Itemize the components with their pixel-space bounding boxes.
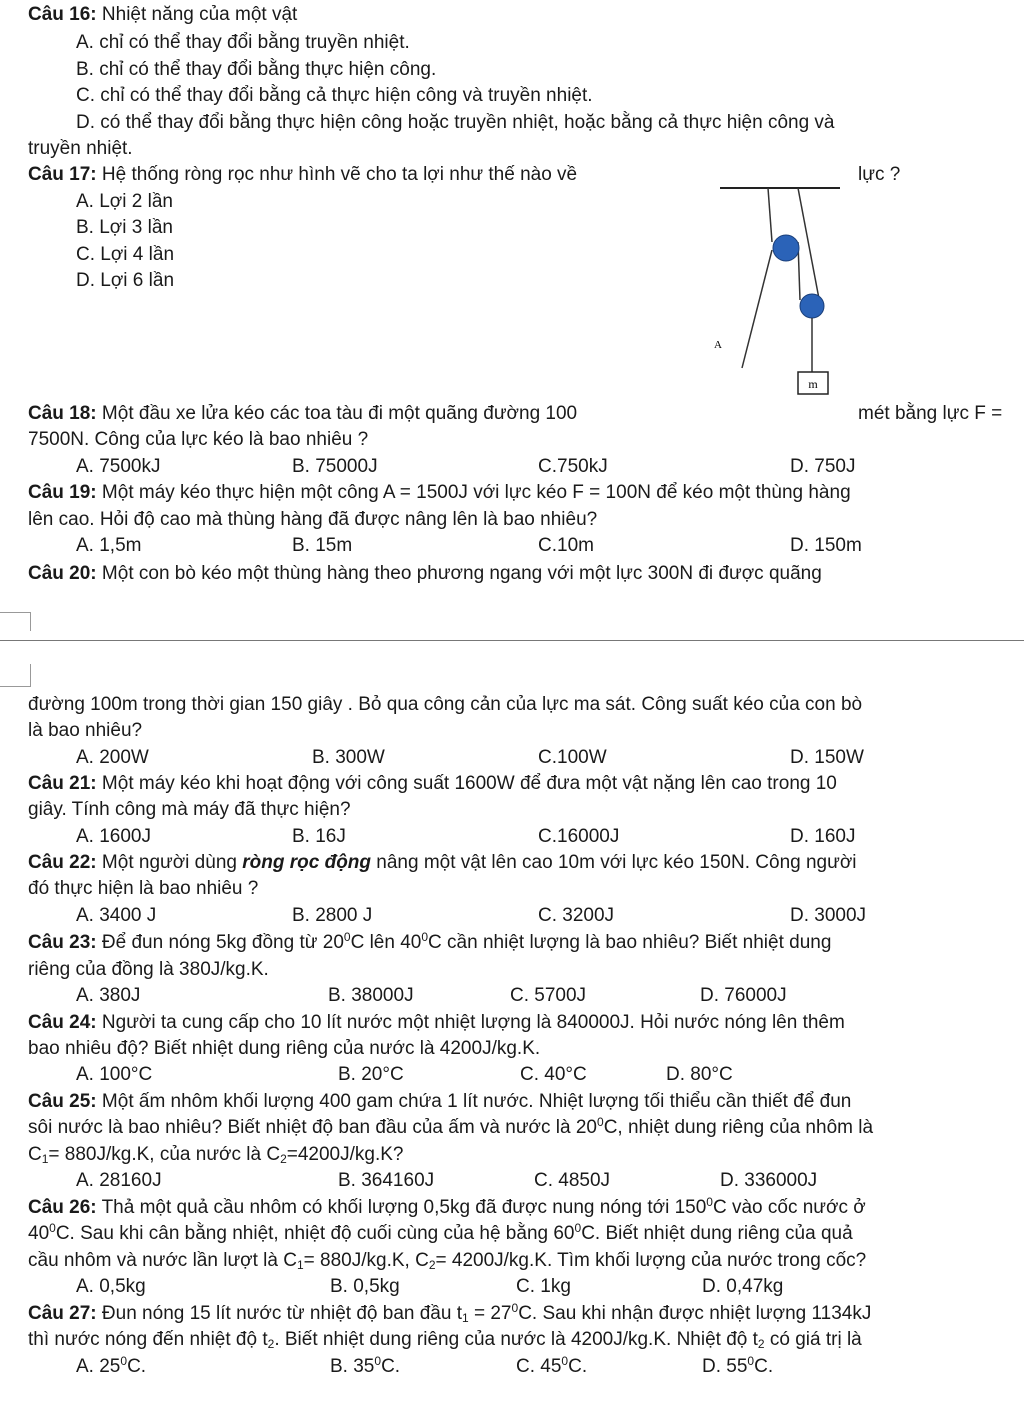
fig-label-a: A	[714, 339, 722, 351]
q20-stem: Câu 20: Một con bò kéo một thùng hàng theo phương ngang với một lực 300N đi được quãng	[28, 563, 822, 584]
page-corner-mark-top	[0, 612, 31, 631]
q26-option-d: D. 0,47kg	[702, 1276, 784, 1297]
q18-stem-end: mét bằng lực F =	[858, 403, 1003, 424]
q21-option-b: B. 16J	[292, 826, 346, 847]
q19-option-c: C.10m	[538, 535, 594, 556]
q24-option-d: D. 80°C	[666, 1064, 733, 1085]
q23-option-c: C. 5700J	[510, 985, 587, 1006]
q17-option-c: C. Lợi 4 lần	[76, 244, 175, 265]
q20-option-d: D. 150W	[790, 747, 864, 768]
q23-cont: riêng của đồng là 380J/kg.K.	[28, 959, 269, 980]
q19-cont: lên cao. Hỏi độ cao mà thùng hàng đã được nâng lên là bao nhiêu?	[28, 509, 598, 530]
q24-option-b: B. 20°C	[338, 1064, 404, 1085]
q24-cont: bao nhiêu độ? Biết nhiệt dung riêng của nước là 4200J/kg.K.	[28, 1038, 541, 1059]
q25-option-b: B. 364160J	[338, 1170, 435, 1191]
q18-option-a: A. 7500kJ	[76, 456, 161, 477]
q25-option-a: A. 28160J	[76, 1170, 162, 1191]
q17-option-d: D. Lợi 6 lần	[76, 270, 175, 291]
movable-pulley	[800, 294, 824, 318]
q24-option-a: A. 100°C	[76, 1064, 153, 1085]
rope-left	[768, 188, 772, 242]
q22-option-c: C. 3200J	[538, 905, 615, 926]
q19-option-b: B. 15m	[292, 535, 353, 556]
q26-cont: $40^0C$. Sau khi cân bằng nhiệt, nhiệt độ cuối cùng của hệ bằng $60^0C$. Biết nhiệt dung riêng của quả	[28, 1221, 853, 1244]
q26-option-b: B. 0,5kg	[330, 1276, 400, 1297]
q23-stem: Câu 23: Để đun nóng 5kg đồng từ $20^0C$ lên $40^0C$ cần nhiệt lượng là bao nhiêu? Biết nhiệt dung	[28, 930, 832, 953]
q17-stem: Câu 17: Hệ thống ròng rọc như hình vẽ cho ta lợi như thế nào về	[28, 164, 578, 185]
q16-option-d-cont: truyền nhiệt.	[28, 138, 133, 159]
q18-option-d: D. 750J	[790, 456, 856, 477]
q27-option-a: A. $25^0C$.	[76, 1354, 147, 1377]
pulley-diagram	[690, 180, 860, 405]
q19-stem: Câu 19: Một máy kéo thực hiện một công A = 1500J với lực kéo F = 100N để kéo một thùng hàng	[28, 482, 851, 503]
page-corner-mark-bottom	[0, 664, 31, 687]
q21-stem: Câu 21: Một máy kéo khi hoạt động với công suất 1600W để đưa một vật nặng lên cao trong 10	[28, 773, 837, 794]
q16-option-b: B. chỉ có thể thay đổi bằng thực hiện công.	[76, 59, 437, 80]
q21-option-d: D. 160J	[790, 826, 856, 847]
q17-stem-end: lực ?	[858, 164, 901, 185]
q17-option-b: B. Lợi 3 lần	[76, 217, 173, 238]
page-break-line	[0, 640, 1024, 641]
q20-option-b: B. 300W	[312, 747, 385, 768]
q26-option-c: C. 1kg	[516, 1276, 571, 1297]
q18-stem: Câu 18: Một đầu xe lửa kéo các toa tàu đi một quãng đường 100	[28, 403, 578, 424]
q21-option-a: A. 1600J	[76, 826, 151, 847]
rope-right	[798, 188, 820, 304]
q23-option-a: A. 380J	[76, 985, 141, 1006]
q24-option-c: C. 40°C	[520, 1064, 587, 1085]
q16-stem: Câu 16: Nhiệt năng của một vật	[28, 4, 298, 25]
q27-option-b: B. $35^0C$.	[330, 1354, 401, 1377]
q25-option-c: C. 4850J	[534, 1170, 611, 1191]
q27-stem: Câu 27: Đun nóng 15 lít nước từ nhiệt độ ban đầu $t_1 = 27^0C$. Sau khi nhận được nhiệt lượng 1134kJ	[28, 1301, 872, 1325]
rope-pull	[742, 250, 772, 368]
q26-stem: Câu 26: Thả một quả cầu nhôm có khối lượng 0,5kg đã được nung nóng tới $150^0C$ vào cốc nước ở	[28, 1195, 866, 1218]
q25-option-d: D. 336000J	[720, 1170, 818, 1191]
q19-option-d: D. 150m	[790, 535, 862, 556]
q27-option-c: C. $45^0C$.	[516, 1354, 588, 1377]
q20-option-c: C.100W	[538, 747, 607, 768]
q27-option-d: D. $55^0C$.	[702, 1354, 774, 1377]
q18-cont: 7500N. Công của lực kéo là bao nhiêu ?	[28, 429, 369, 450]
q26-option-a: A. 0,5kg	[76, 1276, 146, 1297]
q27-cont: thì nước nóng đến nhiệt độ $t_2$. Biết nhiệt dung riêng của nước là 4200J/kg.K. Nhiệt độ $t_2$ có giá trị là	[28, 1329, 862, 1351]
q23-option-b: B. 38000J	[328, 985, 414, 1006]
q20-option-a: A. 200W	[76, 747, 149, 768]
q19-option-a: A. 1,5m	[76, 535, 142, 556]
q25-stem: Câu 25: Một ấm nhôm khối lượng 400 gam chứa 1 lít nước. Nhiệt lượng tối thiểu cần thiết để đun	[28, 1091, 852, 1112]
q25-cont2: $C_1= 880J/kg.K$, của nước là $C_2=4200J/kg.K$?	[28, 1144, 404, 1166]
q26-cont2: cầu nhôm và nước lần lượt là $C_1= 880J/kg.K$, $C_2= 4200J/kg.K$. Tìm khối lượng của nước trong cốc?	[28, 1250, 867, 1272]
q18-option-b: B. 75000J	[292, 456, 378, 477]
q25-cont: sôi nước là bao nhiêu? Biết nhiệt độ ban đầu của ấm và nước là $20^0C$, nhiệt dung riêng của nhôm là	[28, 1115, 874, 1138]
q22-cont: đó thực hiện là bao nhiêu ?	[28, 878, 259, 899]
fig-label-m: m	[808, 377, 818, 391]
q22-option-a: A. 3400 J	[76, 905, 157, 926]
q22-stem: Câu 22: Một người dùng ròng rọc động nâng một vật lên cao 10m với lực kéo 150N. Công người	[28, 852, 857, 873]
q20-cont2: là bao nhiêu?	[28, 720, 143, 741]
q21-option-c: C.16000J	[538, 826, 620, 847]
q22-option-b: B. 2800 J	[292, 905, 373, 926]
q16-option-d: D. có thể thay đổi bằng thực hiện công hoặc truyền nhiệt, hoặc bằng cả thực hiện công và	[76, 112, 835, 133]
q22-emphasis: ròng rọc động	[242, 852, 372, 873]
q18-option-c: C.750kJ	[538, 456, 608, 477]
fixed-pulley	[773, 235, 799, 261]
q24-stem: Câu 24: Người ta cung cấp cho 10 lít nước một nhiệt lượng là 840000J. Hỏi nước nóng lên thêm	[28, 1012, 845, 1033]
q16-option-a: A. chỉ có thể thay đổi bằng truyền nhiệt.	[76, 32, 410, 53]
q20-cont: đường 100m trong thời gian 150 giây . Bỏ qua công cản của lực ma sát. Công suất kéo của con bò	[28, 694, 863, 715]
q22-option-d: D. 3000J	[790, 905, 867, 926]
q17-option-a: A. Lợi 2 lần	[76, 191, 173, 212]
q23-option-d: D. 76000J	[700, 985, 787, 1006]
q16-option-c: C. chỉ có thể thay đổi bằng cả thực hiện công và truyền nhiệt.	[76, 85, 593, 106]
q21-cont: giây. Tính công mà máy đã thực hiện?	[28, 799, 351, 820]
